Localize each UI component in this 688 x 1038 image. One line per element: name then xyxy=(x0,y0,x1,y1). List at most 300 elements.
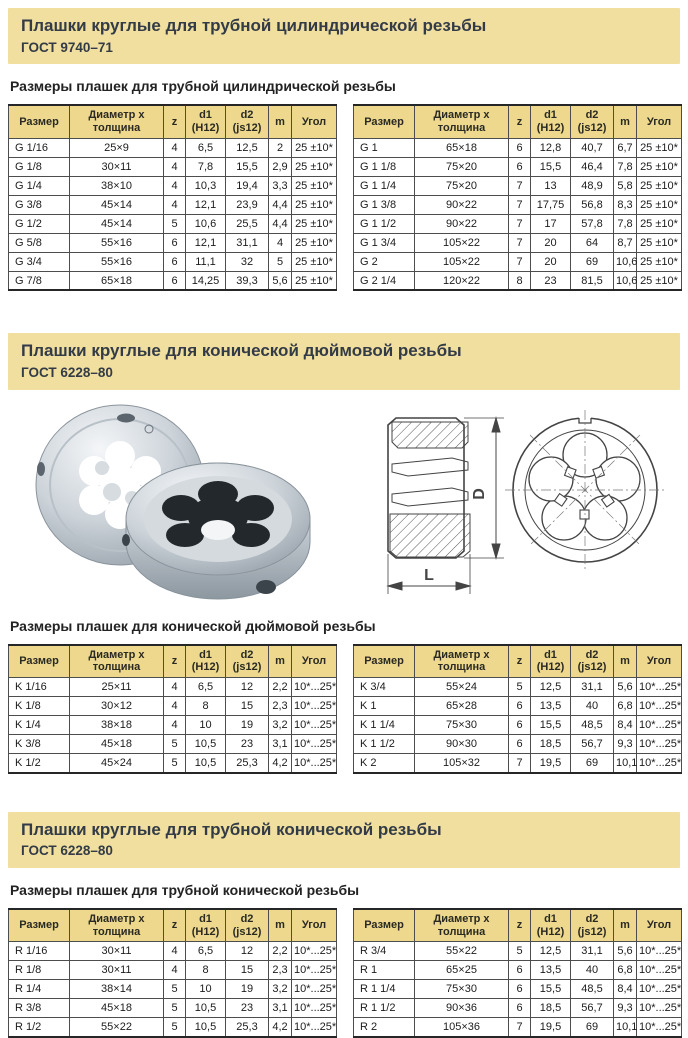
table-cell: 18,5 xyxy=(531,999,571,1018)
table-cell: 19,5 xyxy=(531,1018,571,1037)
table-cell: 10,1 xyxy=(614,1018,637,1037)
table-cell: 13,5 xyxy=(531,697,571,716)
front-view xyxy=(505,410,665,570)
section-banner xyxy=(8,333,680,389)
table-cell: 10 xyxy=(186,716,226,735)
table-cell: 25 ±10* xyxy=(637,138,682,157)
table-cell: 6,8 xyxy=(614,961,637,980)
table-cell: 10 xyxy=(186,980,226,999)
table-cell: K 1/2 xyxy=(9,754,70,773)
table-cell: 10*...25* xyxy=(637,1018,682,1037)
table-cell: 56,8 xyxy=(571,195,614,214)
table-cell: R 1/4 xyxy=(9,980,70,999)
table-cell: G 5/8 xyxy=(9,233,70,252)
column-header: d2 (js12) xyxy=(571,105,614,138)
table-cell: 5,8 xyxy=(614,176,637,195)
table-cell: 6 xyxy=(509,716,531,735)
column-header: m xyxy=(269,645,292,678)
section-pipe-conical xyxy=(8,812,680,1038)
table-cell: 81,5 xyxy=(571,271,614,290)
table-cell: 12 xyxy=(226,678,269,697)
table-cell: 69 xyxy=(571,754,614,773)
table-cell: 19,4 xyxy=(226,176,269,195)
table-cell: 20 xyxy=(531,252,571,271)
column-header: Диаметр х толщина xyxy=(415,909,509,942)
table-cell: 23 xyxy=(226,735,269,754)
table-cell: 7 xyxy=(509,233,531,252)
table-cell: 65×25 xyxy=(415,961,509,980)
die-front xyxy=(122,463,310,599)
table-cell: K 1/8 xyxy=(9,697,70,716)
table-row xyxy=(354,999,682,1018)
table-cell: 105×32 xyxy=(415,754,509,773)
table-cell: 2,9 xyxy=(269,157,292,176)
table-cell: 90×36 xyxy=(415,999,509,1018)
column-header: Угол xyxy=(637,105,682,138)
header-row xyxy=(9,645,337,678)
column-header: d1 (H12) xyxy=(531,105,571,138)
table-cell: 12,5 xyxy=(531,678,571,697)
table-cell: K 1 1/2 xyxy=(354,735,415,754)
table-row xyxy=(9,252,337,271)
table-cell: 25 ±10* xyxy=(292,271,337,290)
table-cell: 11,1 xyxy=(186,252,226,271)
table-cell: 19 xyxy=(226,716,269,735)
table-cell: 10*...25* xyxy=(292,697,337,716)
table-cell: 2,2 xyxy=(269,678,292,697)
table-cell: 40 xyxy=(571,961,614,980)
table-cell: 25 ±10* xyxy=(637,195,682,214)
table-cell: G 2 xyxy=(354,252,415,271)
table-cell: 10,6 xyxy=(614,252,637,271)
table-cell: 45×18 xyxy=(70,735,164,754)
table-row xyxy=(354,735,682,754)
table-cell: G 1/16 xyxy=(9,138,70,157)
table-cell: 65×18 xyxy=(70,271,164,290)
column-header: d2 (js12) xyxy=(226,909,269,942)
table-cell: 4 xyxy=(164,678,186,697)
table-cell: 30×11 xyxy=(70,942,164,961)
table-cell: 64 xyxy=(571,233,614,252)
table-cell: 31,1 xyxy=(226,233,269,252)
column-header: d1 (H12) xyxy=(186,645,226,678)
table-row xyxy=(9,157,337,176)
table-cell: 56,7 xyxy=(571,735,614,754)
side-view xyxy=(388,418,470,558)
header-row xyxy=(354,105,682,138)
table-cell: 32 xyxy=(226,252,269,271)
table-cell: 6,7 xyxy=(614,138,637,157)
table-row xyxy=(9,195,337,214)
table-cell: 12,5 xyxy=(531,942,571,961)
table-cell: 4 xyxy=(164,697,186,716)
table-row xyxy=(354,138,682,157)
table-cell: 10*...25* xyxy=(292,678,337,697)
table-cell: G 1 1/8 xyxy=(354,157,415,176)
table-cell: 8 xyxy=(186,961,226,980)
table-cell: 5,6 xyxy=(269,271,292,290)
table-cell: K 1/4 xyxy=(9,716,70,735)
table-cell: 7 xyxy=(509,252,531,271)
table-cell: 5 xyxy=(269,252,292,271)
section-conical-inch xyxy=(8,333,680,773)
table-cell: 6,5 xyxy=(186,138,226,157)
table-cell: 7,8 xyxy=(186,157,226,176)
table-cell: 10,5 xyxy=(186,999,226,1018)
spec-table xyxy=(8,908,337,1038)
table-row xyxy=(354,195,682,214)
table-cell: 4 xyxy=(164,716,186,735)
column-header: Диаметр х толщина xyxy=(415,645,509,678)
column-header: Угол xyxy=(637,909,682,942)
table-cell: K 3/4 xyxy=(354,678,415,697)
column-header: d2 (js12) xyxy=(226,105,269,138)
table-cell: 9,3 xyxy=(614,735,637,754)
table-cell: 5 xyxy=(164,754,186,773)
table-cell: 38×18 xyxy=(70,716,164,735)
table-cell: 23,9 xyxy=(226,195,269,214)
table-cell: G 3/4 xyxy=(9,252,70,271)
table-cell: 17 xyxy=(531,214,571,233)
table-cell: 25 ±10* xyxy=(292,157,337,176)
table-cell: 10,6 xyxy=(614,271,637,290)
table-cell: 10*...25* xyxy=(637,697,682,716)
header-row xyxy=(9,909,337,942)
table-cell: 7 xyxy=(509,754,531,773)
table-cell: 15,5 xyxy=(531,716,571,735)
column-header: Размер xyxy=(9,105,70,138)
table-cell: 4,2 xyxy=(269,754,292,773)
column-header: Угол xyxy=(292,645,337,678)
table-row xyxy=(9,1018,337,1037)
table-cell: 7 xyxy=(509,214,531,233)
product-photo xyxy=(8,402,366,604)
table-cell: G 1 3/8 xyxy=(354,195,415,214)
table-row xyxy=(354,214,682,233)
banner-gost-number: ГОСТ 9740–71 xyxy=(21,39,113,55)
table-row xyxy=(9,233,337,252)
table-cell: 48,5 xyxy=(571,980,614,999)
section-banner xyxy=(8,812,680,868)
table-cell: 12,1 xyxy=(186,195,226,214)
column-header: z xyxy=(509,105,531,138)
table-cell: G 7/8 xyxy=(9,271,70,290)
table-cell: 57,8 xyxy=(571,214,614,233)
table-row xyxy=(354,980,682,999)
table-cell: 12 xyxy=(226,942,269,961)
table-cell: 4 xyxy=(164,157,186,176)
table-cell: 18,5 xyxy=(531,735,571,754)
table-cell: 3,1 xyxy=(269,999,292,1018)
table-cell: 31,1 xyxy=(571,942,614,961)
table-cell: K 1 xyxy=(354,697,415,716)
table-cell: 6,5 xyxy=(186,942,226,961)
table-cell: R 3/8 xyxy=(9,999,70,1018)
table-cell: 25,3 xyxy=(226,754,269,773)
table-cell: R 1 1/2 xyxy=(354,999,415,1018)
table-cell: 10*...25* xyxy=(637,716,682,735)
table-cell: 55×16 xyxy=(70,233,164,252)
table-cell: 15,5 xyxy=(531,157,571,176)
table-cell: K 1/16 xyxy=(9,678,70,697)
spec-table xyxy=(8,104,337,291)
column-header: m xyxy=(269,105,292,138)
table-cell: 12,8 xyxy=(531,138,571,157)
table-cell: 55×24 xyxy=(415,678,509,697)
column-header: Диаметр х толщина xyxy=(70,105,164,138)
header-row xyxy=(9,105,337,138)
table-cell: 2 xyxy=(269,138,292,157)
column-header: d1 (H12) xyxy=(186,909,226,942)
table-row xyxy=(354,252,682,271)
technical-drawing xyxy=(372,402,678,604)
table-cell: 10*...25* xyxy=(292,1018,337,1037)
table-cell: R 1 1/4 xyxy=(354,980,415,999)
column-header: z xyxy=(509,645,531,678)
table-cell: 39,3 xyxy=(226,271,269,290)
column-header: m xyxy=(614,909,637,942)
table-row xyxy=(354,271,682,290)
table-cell: 7 xyxy=(509,1018,531,1037)
table-cell: 4 xyxy=(164,195,186,214)
table-cell: 38×14 xyxy=(70,980,164,999)
column-header: d2 (js12) xyxy=(226,645,269,678)
table-cell: R 1/2 xyxy=(9,1018,70,1037)
table-cell: 4 xyxy=(164,942,186,961)
table-cell: 4 xyxy=(269,233,292,252)
column-header: Размер xyxy=(354,105,415,138)
table-pair xyxy=(8,104,680,291)
table-cell: 19,5 xyxy=(531,754,571,773)
table-cell: 69 xyxy=(571,1018,614,1037)
table-cell: 7,8 xyxy=(614,214,637,233)
table-cell: 10*...25* xyxy=(637,980,682,999)
column-header: Диаметр х толщина xyxy=(70,645,164,678)
column-header: Размер xyxy=(9,909,70,942)
table-cell: 45×24 xyxy=(70,754,164,773)
column-header: d2 (js12) xyxy=(571,909,614,942)
table-cell: 90×30 xyxy=(415,735,509,754)
table-cell: 10*...25* xyxy=(292,961,337,980)
table-cell: 7 xyxy=(509,176,531,195)
column-header: Размер xyxy=(9,645,70,678)
table-cell: 6 xyxy=(164,252,186,271)
table-cell: 90×22 xyxy=(415,214,509,233)
table-cell: 9,3 xyxy=(614,999,637,1018)
table-cell: 40 xyxy=(571,697,614,716)
table-cell: 25 ±10* xyxy=(292,176,337,195)
table-caption: Размеры плашек для трубной цилиндрической резьбы xyxy=(10,78,396,95)
table-row xyxy=(9,716,337,735)
table-cell: 4 xyxy=(164,961,186,980)
column-header: m xyxy=(614,105,637,138)
table-cell: 25 ±10* xyxy=(637,233,682,252)
table-pair xyxy=(8,908,680,1038)
table-cell: G 2 1/4 xyxy=(354,271,415,290)
table-cell: 5 xyxy=(164,735,186,754)
table-cell: G 1 3/4 xyxy=(354,233,415,252)
table-cell: 25,3 xyxy=(226,1018,269,1037)
table-cell: 5 xyxy=(509,942,531,961)
table-cell: 6 xyxy=(509,157,531,176)
column-header: Диаметр х толщина xyxy=(415,105,509,138)
table-row xyxy=(9,961,337,980)
table-caption: Размеры плашек для трубной конической резьбы xyxy=(10,882,360,899)
table-cell: 5,6 xyxy=(614,942,637,961)
table-cell: 8 xyxy=(186,697,226,716)
table-cell: 5 xyxy=(509,678,531,697)
table-cell: 10,3 xyxy=(186,176,226,195)
table-row xyxy=(9,942,337,961)
table-cell: 56,7 xyxy=(571,999,614,1018)
spec-table xyxy=(353,908,682,1038)
table-cell: 14,25 xyxy=(186,271,226,290)
table-row xyxy=(9,138,337,157)
column-header: d1 (H12) xyxy=(531,645,571,678)
table-cell: 10*...25* xyxy=(292,980,337,999)
table-cell: 10*...25* xyxy=(292,716,337,735)
table-cell: 6,5 xyxy=(186,678,226,697)
figure-row xyxy=(8,402,680,604)
table-cell: 3,1 xyxy=(269,735,292,754)
table-row xyxy=(354,942,682,961)
table-cell: 10*...25* xyxy=(637,999,682,1018)
table-cell: 25 ±10* xyxy=(637,176,682,195)
table-row xyxy=(9,678,337,697)
table-cell: 17,75 xyxy=(531,195,571,214)
spec-table xyxy=(353,104,682,291)
table-cell: 6 xyxy=(509,697,531,716)
column-header: d1 (H12) xyxy=(186,105,226,138)
table-cell: 40,7 xyxy=(571,138,614,157)
table-cell: 25 ±10* xyxy=(292,214,337,233)
table-row xyxy=(9,735,337,754)
table-cell: 10*...25* xyxy=(637,678,682,697)
table-cell: 12,5 xyxy=(226,138,269,157)
table-cell: 8,3 xyxy=(614,195,637,214)
table-row xyxy=(354,157,682,176)
banner-title: Плашки круглые для трубной цилиндрической резьбы xyxy=(21,16,487,35)
table-cell: 120×22 xyxy=(415,271,509,290)
table-cell: 10*...25* xyxy=(637,942,682,961)
table-cell: 4 xyxy=(164,176,186,195)
table-cell: 25 ±10* xyxy=(292,138,337,157)
table-cell: 5 xyxy=(164,1018,186,1037)
table-row xyxy=(354,716,682,735)
table-cell: 105×22 xyxy=(415,233,509,252)
table-cell: 3,2 xyxy=(269,716,292,735)
table-cell: R 1/16 xyxy=(9,942,70,961)
table-row xyxy=(9,697,337,716)
spec-table xyxy=(353,644,682,774)
column-header: Размер xyxy=(354,645,415,678)
table-cell: 30×11 xyxy=(70,961,164,980)
table-cell: 8 xyxy=(509,271,531,290)
table-cell: 10,5 xyxy=(186,1018,226,1037)
table-cell: 10,5 xyxy=(186,754,226,773)
header-row xyxy=(354,909,682,942)
table-cell: 23 xyxy=(226,999,269,1018)
dimension-l xyxy=(388,554,470,594)
table-cell: 23 xyxy=(531,271,571,290)
column-header: Угол xyxy=(292,909,337,942)
table-row xyxy=(354,961,682,980)
table-cell: 25×9 xyxy=(70,138,164,157)
table-cell: 19 xyxy=(226,980,269,999)
table-cell: 8,4 xyxy=(614,716,637,735)
table-cell: G 3/8 xyxy=(9,195,70,214)
table-cell: 25 ±10* xyxy=(292,233,337,252)
table-cell: G 1 xyxy=(354,138,415,157)
table-cell: 10*...25* xyxy=(292,942,337,961)
table-row xyxy=(9,271,337,290)
table-cell: 25 ±10* xyxy=(637,214,682,233)
table-cell: 5 xyxy=(164,214,186,233)
table-cell: 15,5 xyxy=(226,157,269,176)
table-cell: 65×28 xyxy=(415,697,509,716)
table-cell: 13,5 xyxy=(531,961,571,980)
table-cell: G 1 1/4 xyxy=(354,176,415,195)
table-cell: 10*...25* xyxy=(637,754,682,773)
table-cell: 75×30 xyxy=(415,716,509,735)
table-cell: 5 xyxy=(164,999,186,1018)
column-header: z xyxy=(164,645,186,678)
table-cell: 45×14 xyxy=(70,195,164,214)
table-cell: 10*...25* xyxy=(292,999,337,1018)
column-header: m xyxy=(614,645,637,678)
table-cell: 6 xyxy=(509,999,531,1018)
table-cell: 6 xyxy=(509,138,531,157)
table-cell: 15,5 xyxy=(531,980,571,999)
table-cell: 10*...25* xyxy=(637,735,682,754)
table-cell: 8,4 xyxy=(614,980,637,999)
table-cell: 25 ±10* xyxy=(637,271,682,290)
table-cell: 6 xyxy=(164,233,186,252)
table-cell: 6,8 xyxy=(614,697,637,716)
table-cell: 10*...25* xyxy=(637,961,682,980)
table-cell: 45×18 xyxy=(70,999,164,1018)
table-row xyxy=(354,754,682,773)
table-cell: 65×18 xyxy=(415,138,509,157)
header-row xyxy=(354,645,682,678)
table-cell: 4 xyxy=(164,138,186,157)
table-cell: 55×22 xyxy=(415,942,509,961)
section-pipe-cylindrical xyxy=(8,8,680,291)
table-cell: 4,4 xyxy=(269,195,292,214)
table-cell: 10*...25* xyxy=(292,735,337,754)
table-cell: 30×11 xyxy=(70,157,164,176)
table-cell: 10*...25* xyxy=(292,754,337,773)
table-cell: R 1/8 xyxy=(9,961,70,980)
table-row xyxy=(9,980,337,999)
table-cell: 6 xyxy=(164,271,186,290)
table-cell: 55×16 xyxy=(70,252,164,271)
table-row xyxy=(9,754,337,773)
table-cell: 31,1 xyxy=(571,678,614,697)
table-cell: 3,3 xyxy=(269,176,292,195)
table-cell: 10,1 xyxy=(614,754,637,773)
table-caption: Размеры плашек для конической дюймовой резьбы xyxy=(10,617,376,634)
table-cell: 6 xyxy=(509,961,531,980)
table-cell: 48,9 xyxy=(571,176,614,195)
table-cell: G 1/2 xyxy=(9,214,70,233)
table-row xyxy=(9,999,337,1018)
table-cell: 25 ±10* xyxy=(637,157,682,176)
table-row xyxy=(354,233,682,252)
table-cell: G 1 1/2 xyxy=(354,214,415,233)
table-cell: 12,1 xyxy=(186,233,226,252)
table-cell: 8,7 xyxy=(614,233,637,252)
